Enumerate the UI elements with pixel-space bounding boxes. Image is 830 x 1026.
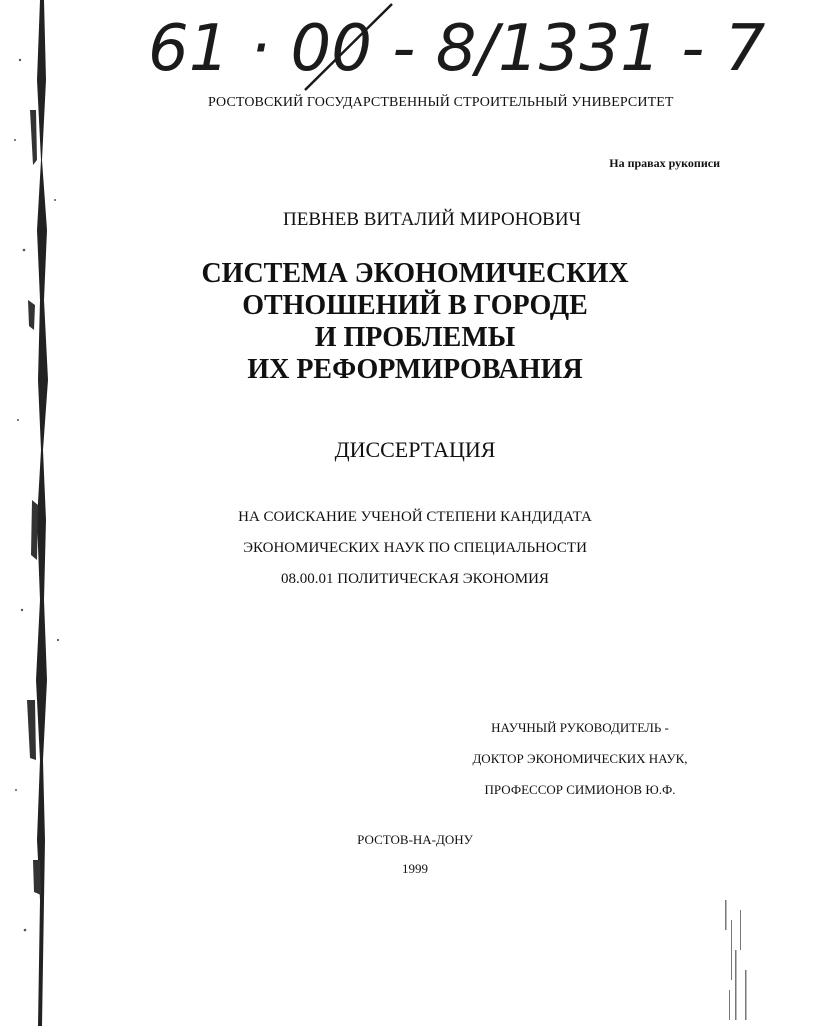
dissertation-title [0, 258, 830, 386]
handwritten-archive-number [140, 4, 766, 94]
degree-line: 08.00.01 ПОЛИТИЧЕСКАЯ ЭКОНОМИЯ [281, 571, 549, 587]
title-line: ИХ РЕФОРМИРОВАНИЯ [247, 354, 583, 385]
document-type: ДИССЕРТАЦИЯ [334, 437, 496, 462]
degree-statement [0, 502, 830, 595]
svg-text:61 · 00 - 8/1331 - 7: 61 · 00 - 8/1331 - 7 [148, 12, 766, 86]
degree-line: НА СОИСКАНИЕ УЧЕНОЙ СТЕПЕНИ КАНДИДАТА [238, 509, 592, 525]
supervisor-line: ПРОФЕССОР СИМИОНОВ Ю.Ф. [484, 782, 676, 797]
supervisor-block [470, 712, 690, 805]
scan-noise-artifact [705, 880, 795, 1026]
title-line: ОТНОШЕНИЙ В ГОРОДЕ [242, 290, 588, 321]
degree-line: ЭКОНОМИЧЕСКИХ НАУК ПО СПЕЦИАЛЬНОСТИ [243, 540, 587, 556]
city: РОСТОВ-НА-ДОНУ [357, 832, 473, 847]
supervisor-line: НАУЧНЫЙ РУКОВОДИТЕЛЬ - [491, 720, 669, 735]
title-line: И ПРОБЛЕМЫ [314, 322, 516, 353]
manuscript-note: На правах рукописи [609, 156, 720, 170]
university-name: РОСТОВСКИЙ ГОСУДАРСТВЕННЫЙ СТРОИТЕЛЬНЫЙ УНИВЕРСИТЕТ [208, 95, 674, 110]
year: 1999 [402, 861, 428, 876]
supervisor-line: ДОКТОР ЭКОНОМИЧЕСКИХ НАУК, [472, 751, 688, 766]
author-name: ПЕВНЕВ ВИТАЛИЙ МИРОНОВИЧ [283, 209, 581, 230]
title-line: СИСТЕМА ЭКОНОМИЧЕСКИХ [201, 258, 629, 289]
